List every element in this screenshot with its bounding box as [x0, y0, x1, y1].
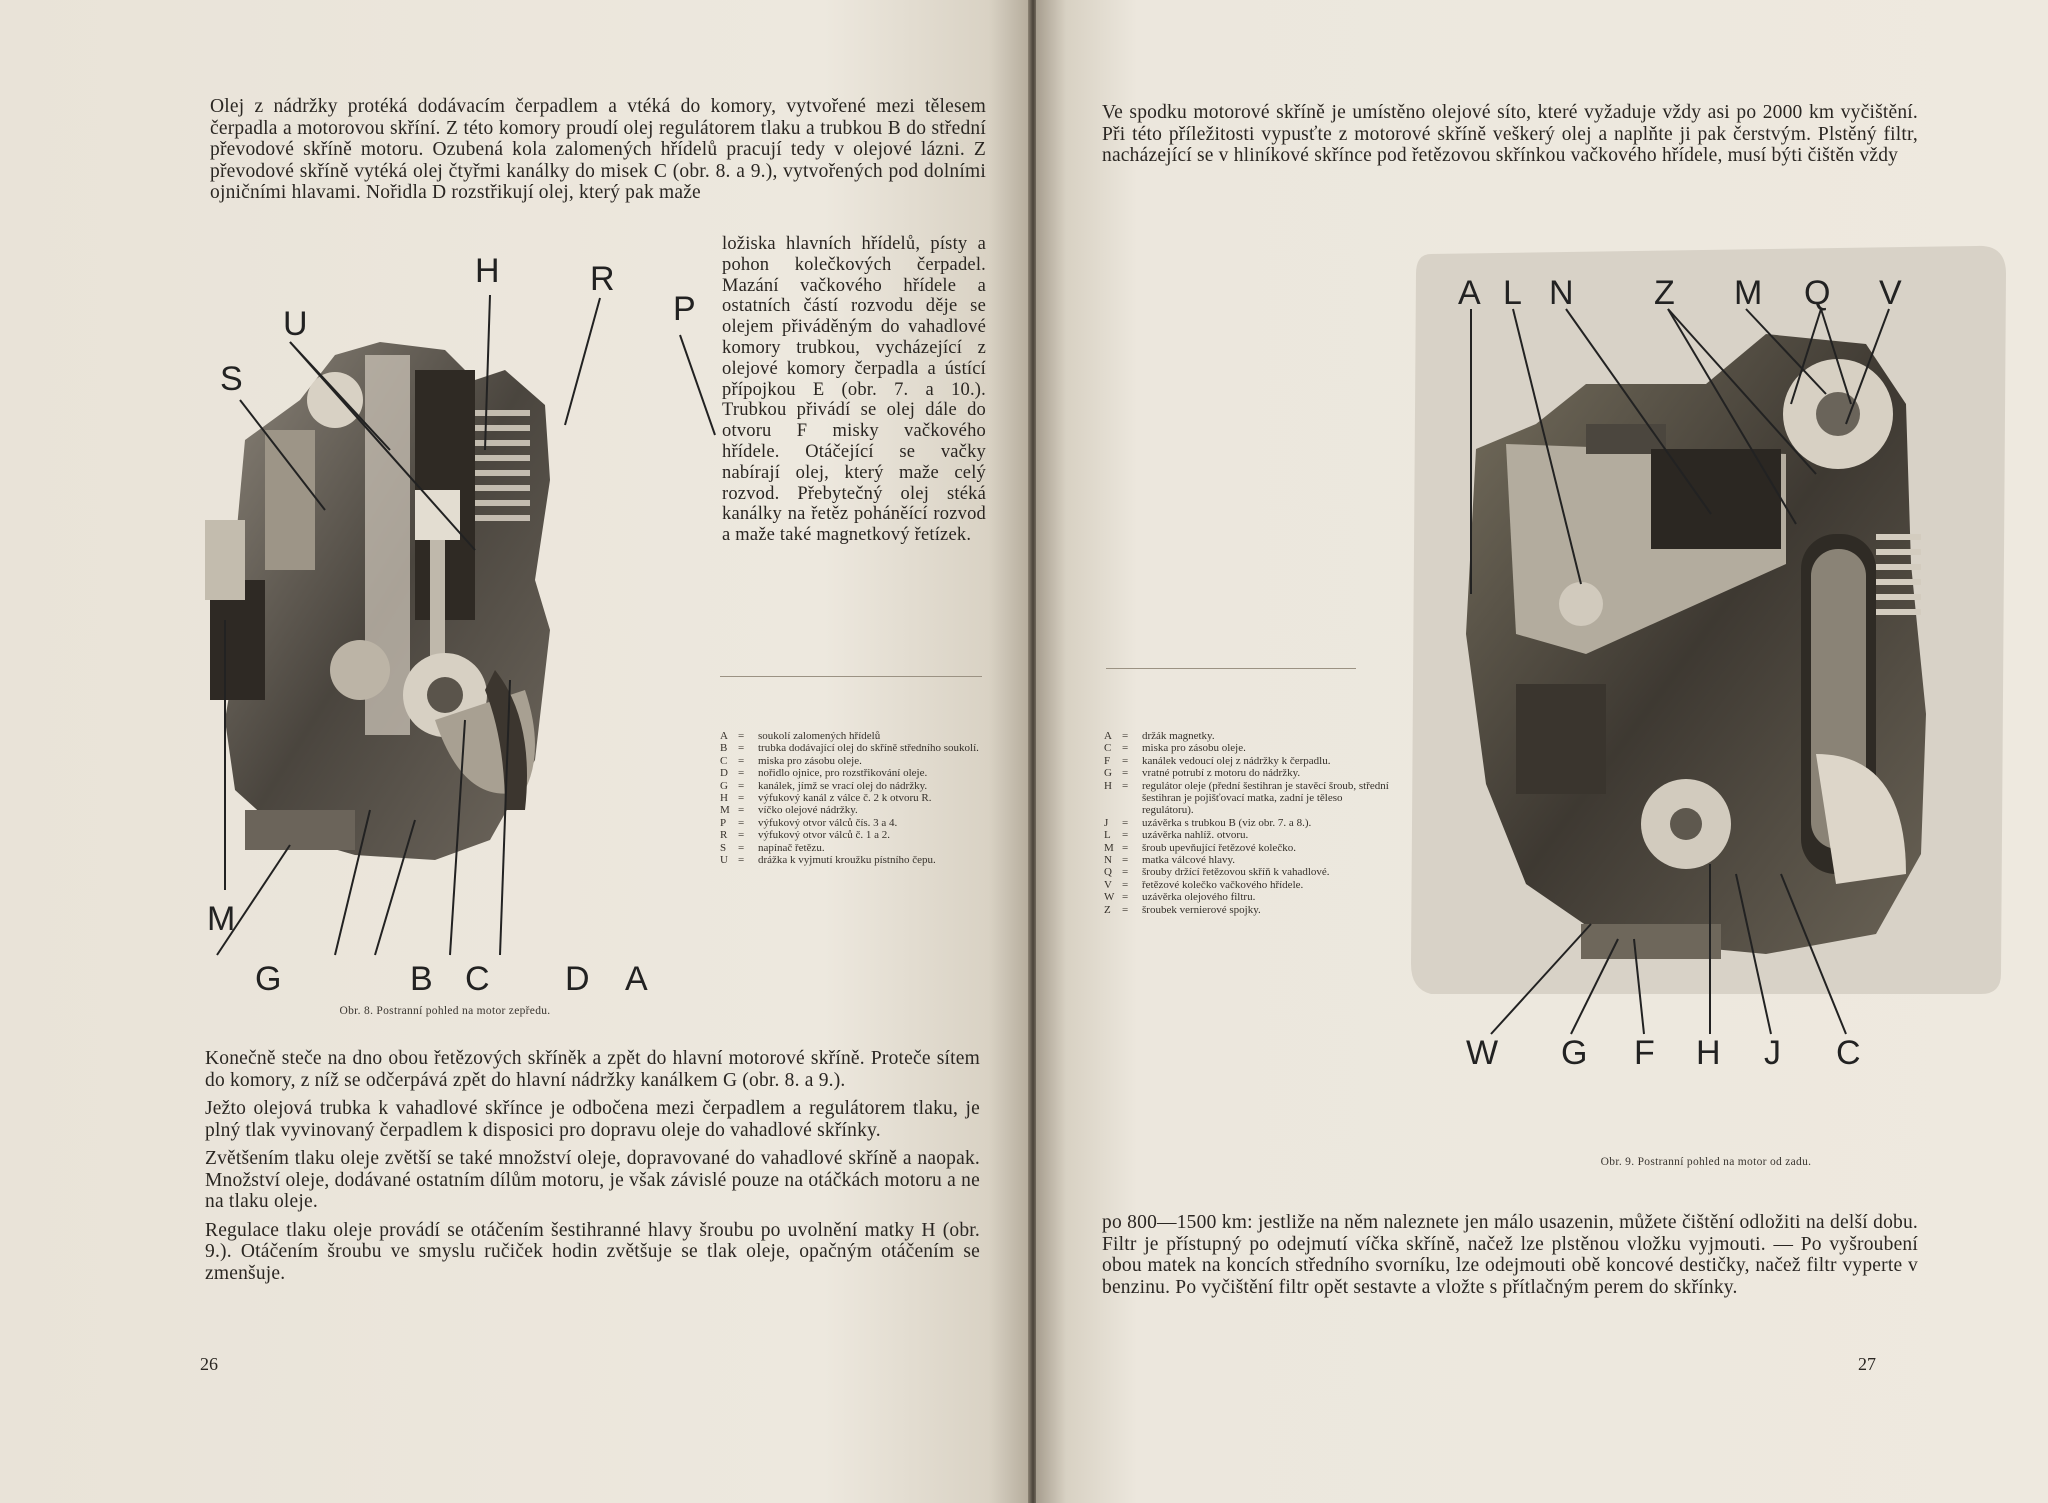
legend-key: Z [1104, 903, 1111, 916]
fig9-label-h: H [1696, 1034, 1721, 1072]
fig9-label-n: N [1549, 274, 1574, 312]
legend-text: šroub upevňující řetězové kolečko. [1142, 841, 1296, 854]
legend-key: H [1104, 779, 1112, 792]
legend-text: matka válcové hlavy. [1142, 854, 1236, 867]
fig8-label-h: H [475, 252, 500, 290]
legend-key: C [1104, 742, 1112, 755]
legend-text: drážka k vyjmutí kroužku pístního čepu. [758, 854, 936, 867]
legend-text: držák magnetky. [1142, 730, 1215, 742]
right-intro-text [1102, 102, 1918, 167]
legend-row: V = řetězové kolečko vačkového hřídele. [1104, 879, 1394, 891]
left-legend [720, 730, 990, 866]
legend-text: regulátor oleje (přední šestihran je stavěcí šroub, střední šestihran je pojišťovací matka, zadní je těleso regulátoru). [1142, 779, 1389, 817]
legend-key: N [1104, 854, 1112, 867]
legend-key: L [1104, 829, 1111, 842]
legend-row: R = výfukový otvor válců č. 1 a 2. [720, 829, 990, 841]
legend-row: J = uzávěrka s trubkou B (viz obr. 7. a 8.). [1104, 817, 1394, 829]
legend-key: G [1104, 767, 1112, 780]
right-page [1036, 0, 2048, 1503]
right-legend [1104, 730, 1394, 916]
legend-text: trubka dodávající olej do skříně středního soukolí. [758, 742, 979, 755]
legend-text: kanálek, jímž se vrací olej do nádržky. [758, 779, 928, 792]
left-paragraph-4: Regulace tlaku oleje provádí se otáčením šestihranné hlavy šroubu po uvolnění matky H (obr. 9.). Otáčením šroubu ve smyslu ručiček hodin zvětšuje se tlak oleje, opačným otáčením se zmenšuje. [205, 1219, 980, 1284]
legend-key: H [720, 792, 728, 805]
legend-row: M = víčko olejové nádržky. [720, 804, 990, 816]
engine-rear-illustration [1466, 334, 1926, 959]
legend-text: nořidlo ojnice, pro rozstřikování oleje. [758, 767, 928, 780]
engine-figure-front [205, 250, 725, 1005]
right-page-number-text: 27 [1858, 1354, 1876, 1374]
fig9-caption [1456, 1156, 1956, 1168]
fig9-label-l: L [1503, 274, 1522, 312]
legend-text: šroubek vernierové spojky. [1142, 903, 1261, 916]
left-paragraph-2: Ježto olejová trubka k vahadlové skřínce je odbočena mezi čerpadlem a regulátorem tlaku, je plný tlak vyvinovaný čerpadlem k disposici pro dopravu oleje do vahadlové skřínky. [205, 1098, 980, 1141]
fig9-label-a: A [1458, 274, 1481, 312]
left-paragraph-1: Konečně steče na dno obou řetězových skříněk a zpět do hlavní motorové skříně. Proteče sítem do komory, z níž se odčerpává zpět do hlavní nádržky kanálkem G (obr. 8. a 9.). [205, 1048, 980, 1091]
left-side-text [722, 234, 986, 546]
fig8-label-g: G [255, 960, 282, 998]
fig9-label-j: J [1764, 1034, 1781, 1072]
legend-row: C = miska pro zásobu oleje. [720, 755, 990, 767]
engine-body-illustration [205, 342, 550, 860]
legend-key: F [1104, 754, 1111, 767]
legend-row: M = šroub upevňující řetězové kolečko. [1104, 842, 1394, 854]
fig8-label-s: S [220, 360, 243, 398]
right-legend-rule [1106, 668, 1356, 669]
fig9-label-z: Z [1654, 274, 1675, 312]
legend-key: C [720, 754, 728, 767]
legend-key: V [1104, 878, 1112, 891]
fig8-label-c: C [465, 960, 490, 998]
legend-key: D [720, 767, 728, 780]
legend-key: M [720, 804, 730, 817]
legend-key: M [1104, 841, 1114, 854]
fig8-label-p: P [673, 290, 696, 328]
legend-text: výfukový otvor válců čís. 3 a 4. [758, 816, 898, 829]
legend-row: Z = šroubek vernierové spojky. [1104, 904, 1394, 916]
left-paragraph-3: Zvětšením tlaku oleje zvětší se také množství oleje, dopravované do vahadlové skříně a naopak. Množství oleje, dodávané ostatním dílům motoru, je však závislé pouze na otáčkách motoru a ne na tlaku oleje. [205, 1148, 980, 1212]
legend-text: kanálek vedoucí olej z nádržky k čerpadlu. [1142, 754, 1331, 767]
legend-key: R [720, 829, 728, 842]
left-intro-text [210, 96, 986, 204]
legend-text: šrouby držící řetězovou skříň k vahadlové. [1142, 866, 1330, 879]
left-page-number [200, 1354, 218, 1375]
legend-key: A [1104, 730, 1112, 742]
fig8-caption [230, 1005, 660, 1017]
engine-figure-rear [1406, 234, 2006, 1114]
legend-key: B [720, 742, 728, 755]
fig8-label-a: A [625, 960, 648, 998]
legend-key: P [720, 816, 727, 829]
legend-row: L = uzávěrka nahlíž. otvoru. [1104, 829, 1394, 841]
legend-text: uzávěrka s trubkou B (viz obr. 7. a 8.). [1142, 816, 1312, 829]
legend-text: miska pro zásobu oleje. [758, 754, 862, 767]
fig9-label-q: Q [1804, 274, 1831, 312]
legend-text: napínač řetězu. [758, 841, 825, 854]
fig8-label-d: D [565, 960, 590, 998]
legend-row: W = uzávěrka olejového filtru. [1104, 891, 1394, 903]
legend-key: S [720, 841, 727, 854]
fig9-label-m: M [1734, 274, 1763, 312]
fig9-caption-text: Obr. 9. Postranní pohled na motor od zadu. [1600, 1156, 1812, 1168]
fig8-label-u: U [283, 305, 308, 343]
legend-text: miska pro zásobu oleje. [1142, 742, 1246, 755]
legend-row: G = vratné potrubí z motoru do nádržky. [1104, 767, 1394, 779]
legend-key: A [720, 730, 728, 742]
fig9-label-w: W [1466, 1034, 1499, 1072]
legend-key: U [720, 854, 728, 867]
legend-row: H = regulátor oleje (přední šestihran je stavěcí šroub, střední šestihran je pojišťovací matka, zadní je těleso regulátoru). [1104, 780, 1394, 817]
legend-row: D = nořidlo ojnice, pro rozstřikování oleje. [720, 767, 990, 779]
legend-text: uzávěrka nahlíž. otvoru. [1142, 829, 1249, 842]
legend-text: výfukový otvor válců č. 1 a 2. [758, 829, 890, 842]
right-intro-span: Ve spodku motorové skříně je umístěno olejové síto, které vyžaduje vždy asi po 2000 km vyčištění. Při této příležitosti vypusťte z motorové skříně veškerý olej a naplňte ji pak čerstvým. Plstěný filtr, nacházející se v hliníkové skřínce pod řetězovou skřínkou vačkového hřídele, musí býti čištěn vždy [1102, 102, 1918, 166]
legend-text: uzávěrka olejového filtru. [1142, 891, 1256, 904]
legend-row: P = výfukový otvor válců čís. 3 a 4. [720, 817, 990, 829]
legend-key: G [720, 779, 728, 792]
legend-row: H = výfukový kanál z válce č. 2 k otvoru R. [720, 792, 990, 804]
legend-row: N = matka válcové hlavy. [1104, 854, 1394, 866]
legend-text: řetězové kolečko vačkového hřídele. [1142, 878, 1304, 891]
legend-text: výfukový kanál z válce č. 2 k otvoru R. [758, 792, 932, 805]
right-page-number [1858, 1354, 1876, 1375]
left-legend-rule [720, 676, 982, 677]
legend-row: U = drážka k vyjmutí kroužku pístního čepu. [720, 854, 990, 866]
fig9-label-g: G [1561, 1034, 1588, 1072]
legend-key: Q [1104, 866, 1112, 879]
left-intro-span: Olej z nádržky protéká dodávacím čerpadlem a vtéká do komory, vytvořené mezi tělesem čerpadla a motorovou skříní. Z této komory proudí olej regulátorem tlaku a trubkou B do střední převodové skříně motoru. Ozubená kola zalomených hřídelů pracují tedy v olejové lázni. Z převodové skříně vytéká olej čtyřmi kanálky do misek C (obr. 8. a 9.), vytvořených pod dolními ojničními hlavami. Nořidla D rozstřikují olej, který pak maže [210, 96, 986, 203]
fig9-label-v: V [1879, 274, 1902, 312]
legend-row: G = kanálek, jímž se vrací olej do nádržky. [720, 780, 990, 792]
legend-key: W [1104, 891, 1115, 904]
legend-text: víčko olejové nádržky. [758, 804, 858, 817]
fig8-label-m: M [207, 900, 236, 938]
legend-row: F = kanálek vedoucí olej z nádržky k čerpadlu. [1104, 755, 1394, 767]
left-bottom-text [205, 1048, 980, 1291]
legend-row: S = napínač řetězu. [720, 842, 990, 854]
legend-row: A = držák magnetky. [1104, 730, 1394, 742]
fig8-label-r: R [590, 260, 615, 298]
fig9-label-c: C [1836, 1034, 1861, 1072]
left-side-span: ložiska hlavních hřídelů, písty a pohon kolečkových čerpadel. Mazání vačkového hřídele a ostatních částí rozvodu děje se olejem přiváděným do vahadlové komory trubkou, vycházející z olejové komory čerpadla a ústící přípojkou E (obr. 7. a 10.). Trubkou přivádí se olej dále do otvoru F misky vačkového hřídele. Otáčející se vačky nabírají olej, který maže celý rozvod. Přebytečný olej stéká kanálky na řetěz poháněící rozvod a maže také magnetkový řetízek. [722, 234, 986, 546]
legend-row: Q = šrouby držící řetězovou skříň k vahadlové. [1104, 866, 1394, 878]
legend-row: A = soukolí zalomených hřídelů [720, 730, 990, 742]
fig8-label-b: B [410, 960, 433, 998]
legend-text: vratné potrubí z motoru do nádržky. [1142, 767, 1301, 780]
left-page-number-text: 26 [200, 1354, 218, 1374]
legend-row: C = miska pro zásobu oleje. [1104, 742, 1394, 754]
legend-row: B = trubka dodávající olej do skříně středního soukolí. [720, 742, 990, 754]
fig8-caption-text: Obr. 8. Postranní pohled na motor zepředu. [339, 1005, 551, 1017]
legend-key: J [1104, 816, 1109, 829]
right-bottom-text [1102, 1212, 1918, 1298]
fig9-label-f: F [1634, 1034, 1655, 1072]
legend-text: soukolí zalomených hřídelů [758, 730, 881, 742]
right-bottom-span: po 800—1500 km: jestliže na něm naleznete jen málo usazenin, můžete čištění odložiti na delší dobu. Filtr je přístupný po odejmutí víčka skříně, načež lze plstěnou vložku vyjmouti. — Po vyšroubení obou matek na koncích středního svorníku, lze odejmouti obě koncové destičky, načež filtr vyperte v benzinu. Po vyčištění filtr opět sestavte a vložte s přítlačným perem do skřínky. [1102, 1212, 1918, 1298]
